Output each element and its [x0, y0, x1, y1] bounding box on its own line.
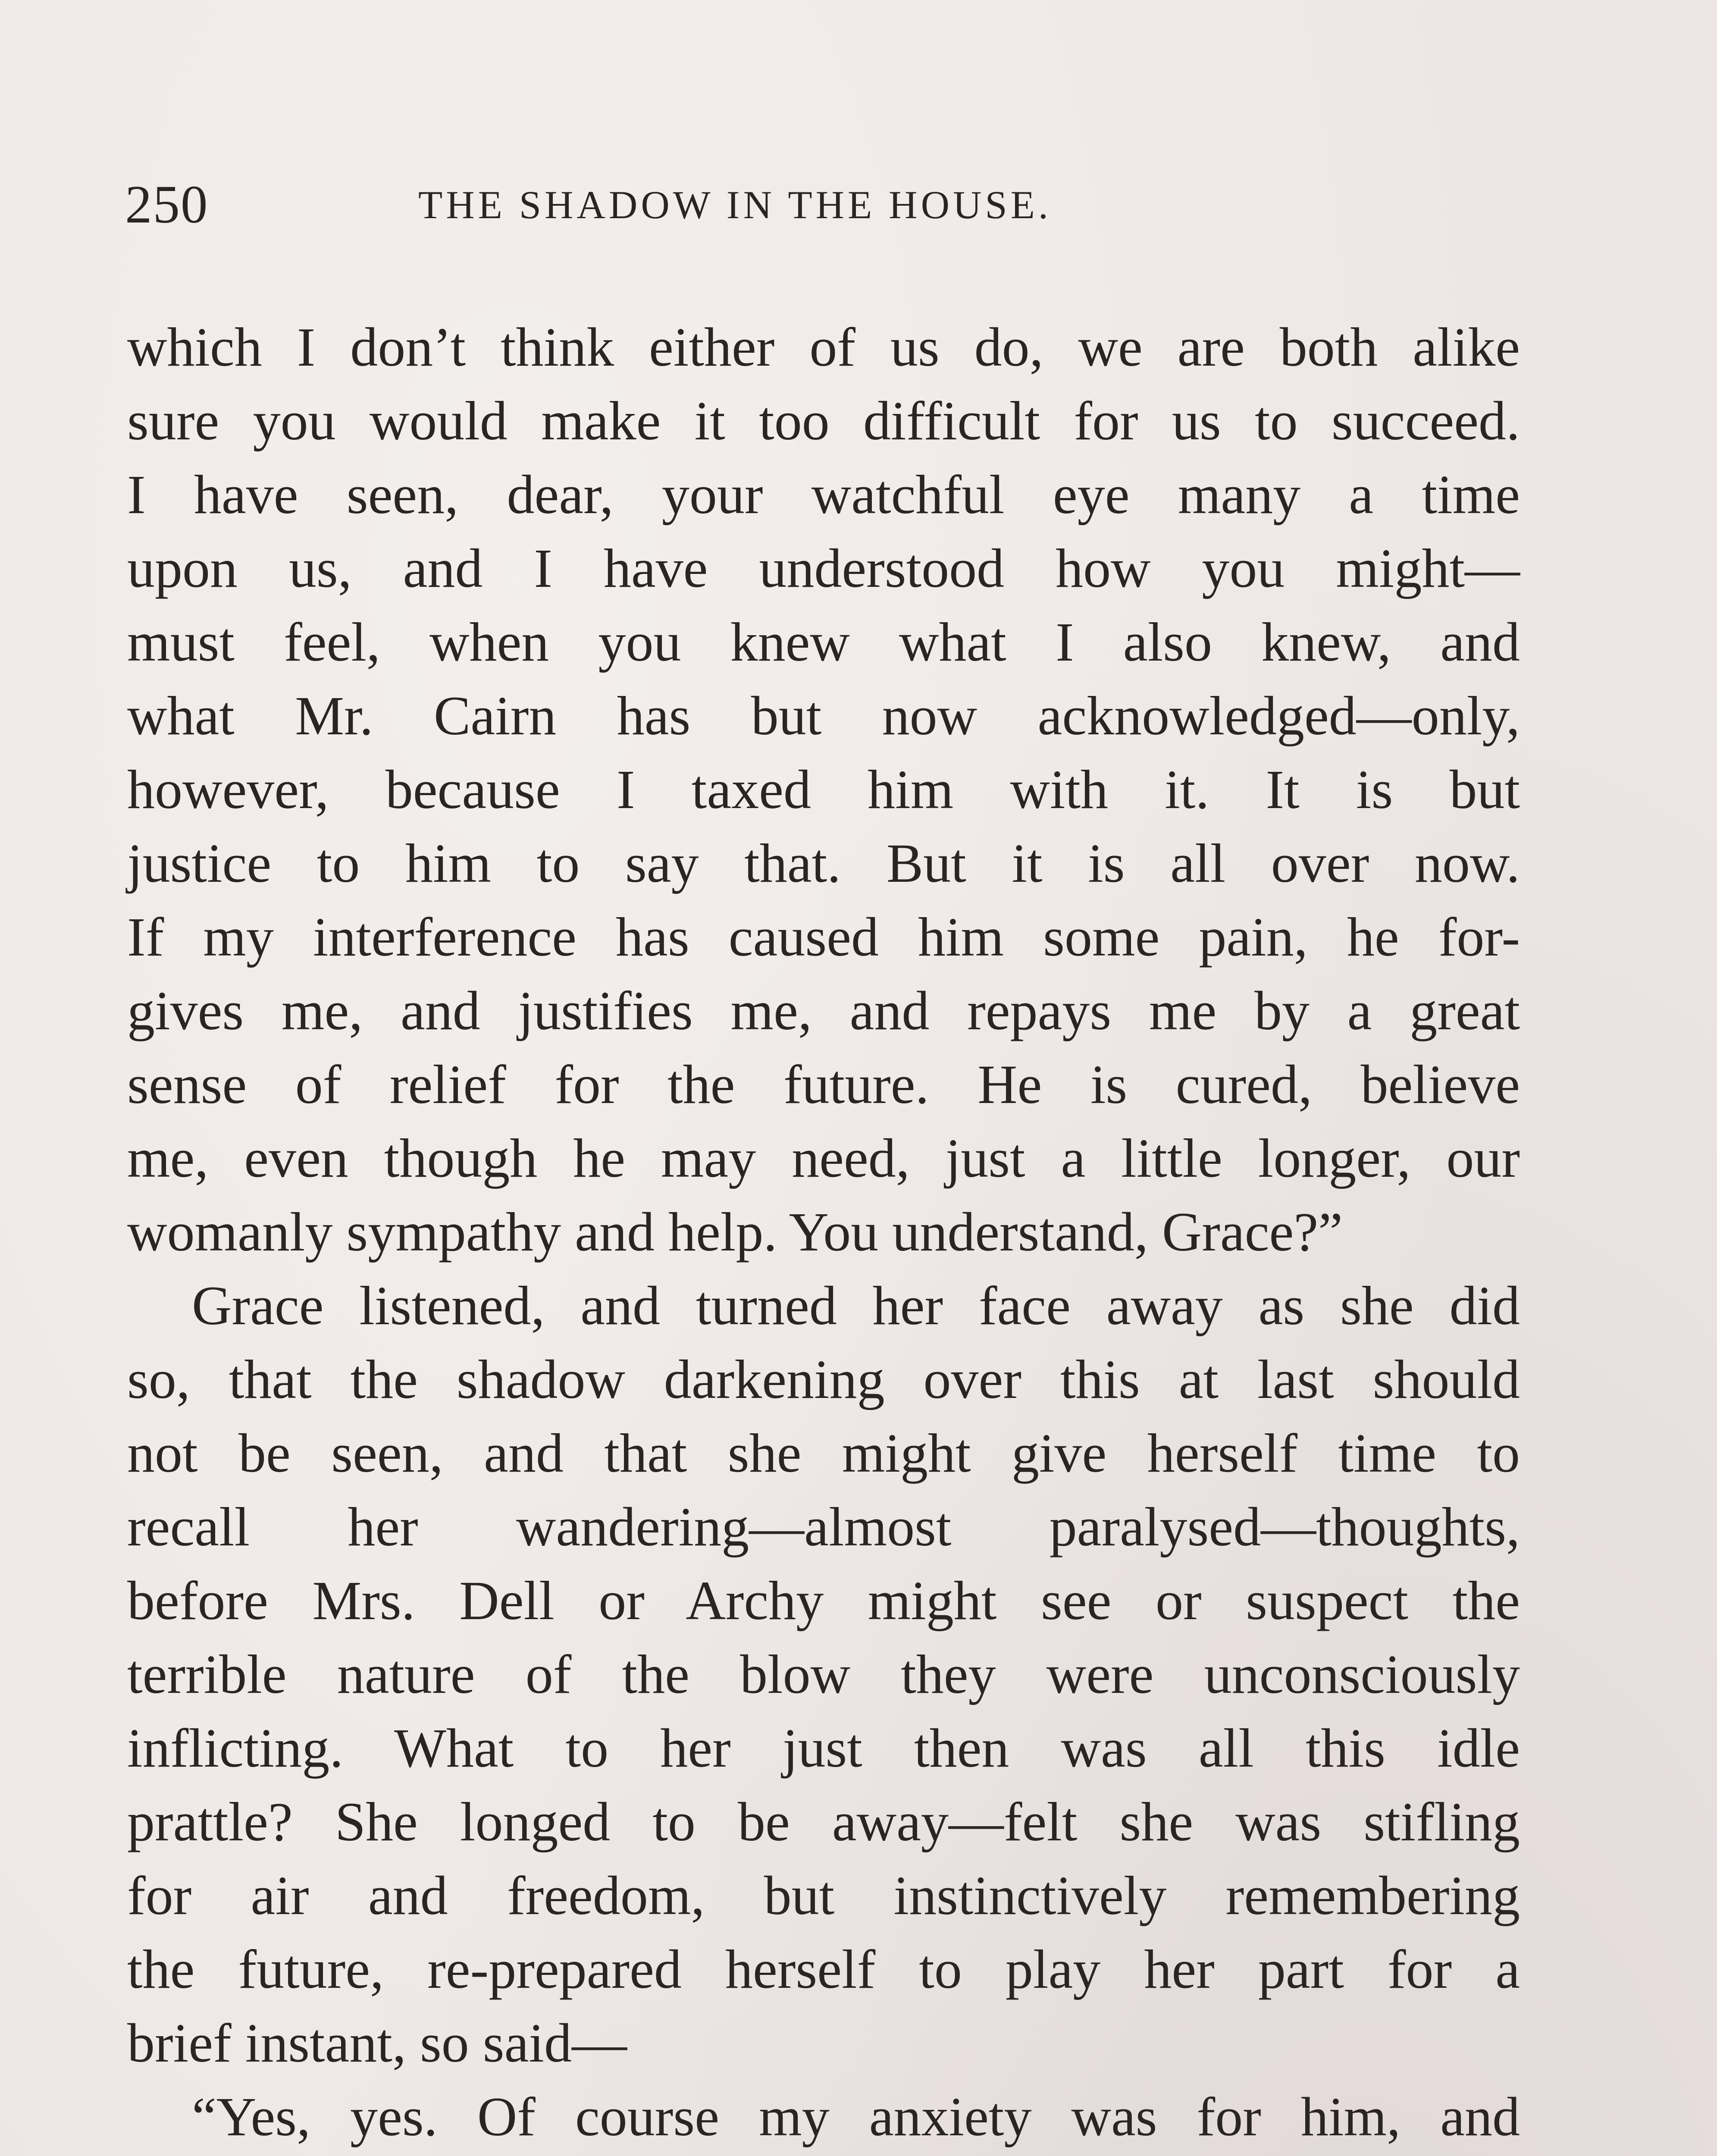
text-line: If my interference has caused him some pain, he for- — [127, 906, 1520, 968]
text-line — [127, 2154, 1520, 2156]
text-line: terrible nature of the blow they were unconsciously — [127, 1644, 1520, 1705]
text-line: sense of relief for the future. He is cured, believe — [127, 1054, 1520, 1115]
text-line: before Mrs. Dell or Archy might see or suspect the — [127, 1570, 1520, 1631]
body-text — [127, 310, 1520, 2156]
text-line: however, because I taxed him with it. It is but — [127, 759, 1520, 820]
text-line: inflicting. What to her just then was all this idle — [127, 1717, 1520, 1779]
text-line: upon us, and I have understood how you might— — [127, 538, 1520, 599]
running-head — [125, 172, 1522, 237]
text-line: not be seen, and that she might give herself time to — [127, 1423, 1520, 1484]
text-line: must feel, when you knew what I also knew, and — [127, 611, 1520, 673]
text-line: Grace listened, and turned her face away as she did — [192, 1275, 1520, 1336]
page-number: 250 — [125, 175, 209, 235]
text-line: me, even though he may need, just a little longer, our — [127, 1128, 1520, 1189]
text-line: the future, re-prepared herself to play her part for a — [127, 1939, 1520, 2000]
text-line: justice to him to say that. But it is all over now. — [127, 833, 1520, 894]
text-line: brief instant, so said— — [127, 2012, 627, 2074]
text-line: sure you would make it too difficult for us to succeed. — [127, 390, 1520, 451]
text-line: recall her wandering—almost paralysed—thoughts, — [127, 1496, 1520, 1557]
text-line: womanly sympathy and help. You understand, Grace?” — [127, 1201, 1343, 1263]
running-title: THE SHADOW IN THE HOUSE. — [418, 183, 1052, 227]
text-line: for air and freedom, but instinctively remembering — [127, 1865, 1520, 1926]
text-line: “Yes, yes. Of course my anxiety was for him, and — [192, 2086, 1520, 2147]
text-line: I have seen, dear, your watchful eye many a time — [127, 464, 1520, 525]
text-line: so, that the shadow darkening over this at last should — [127, 1349, 1520, 1410]
text-line: prattle? She longed to be away—felt she was stifling — [127, 1791, 1520, 1852]
text-line: gives me, and justifies me, and repays me by a great — [127, 980, 1520, 1041]
text-line: which I don’t think either of us do, we are both alike — [127, 317, 1520, 378]
text-line: what Mr. Cairn has but now acknowledged—only, — [127, 685, 1520, 746]
